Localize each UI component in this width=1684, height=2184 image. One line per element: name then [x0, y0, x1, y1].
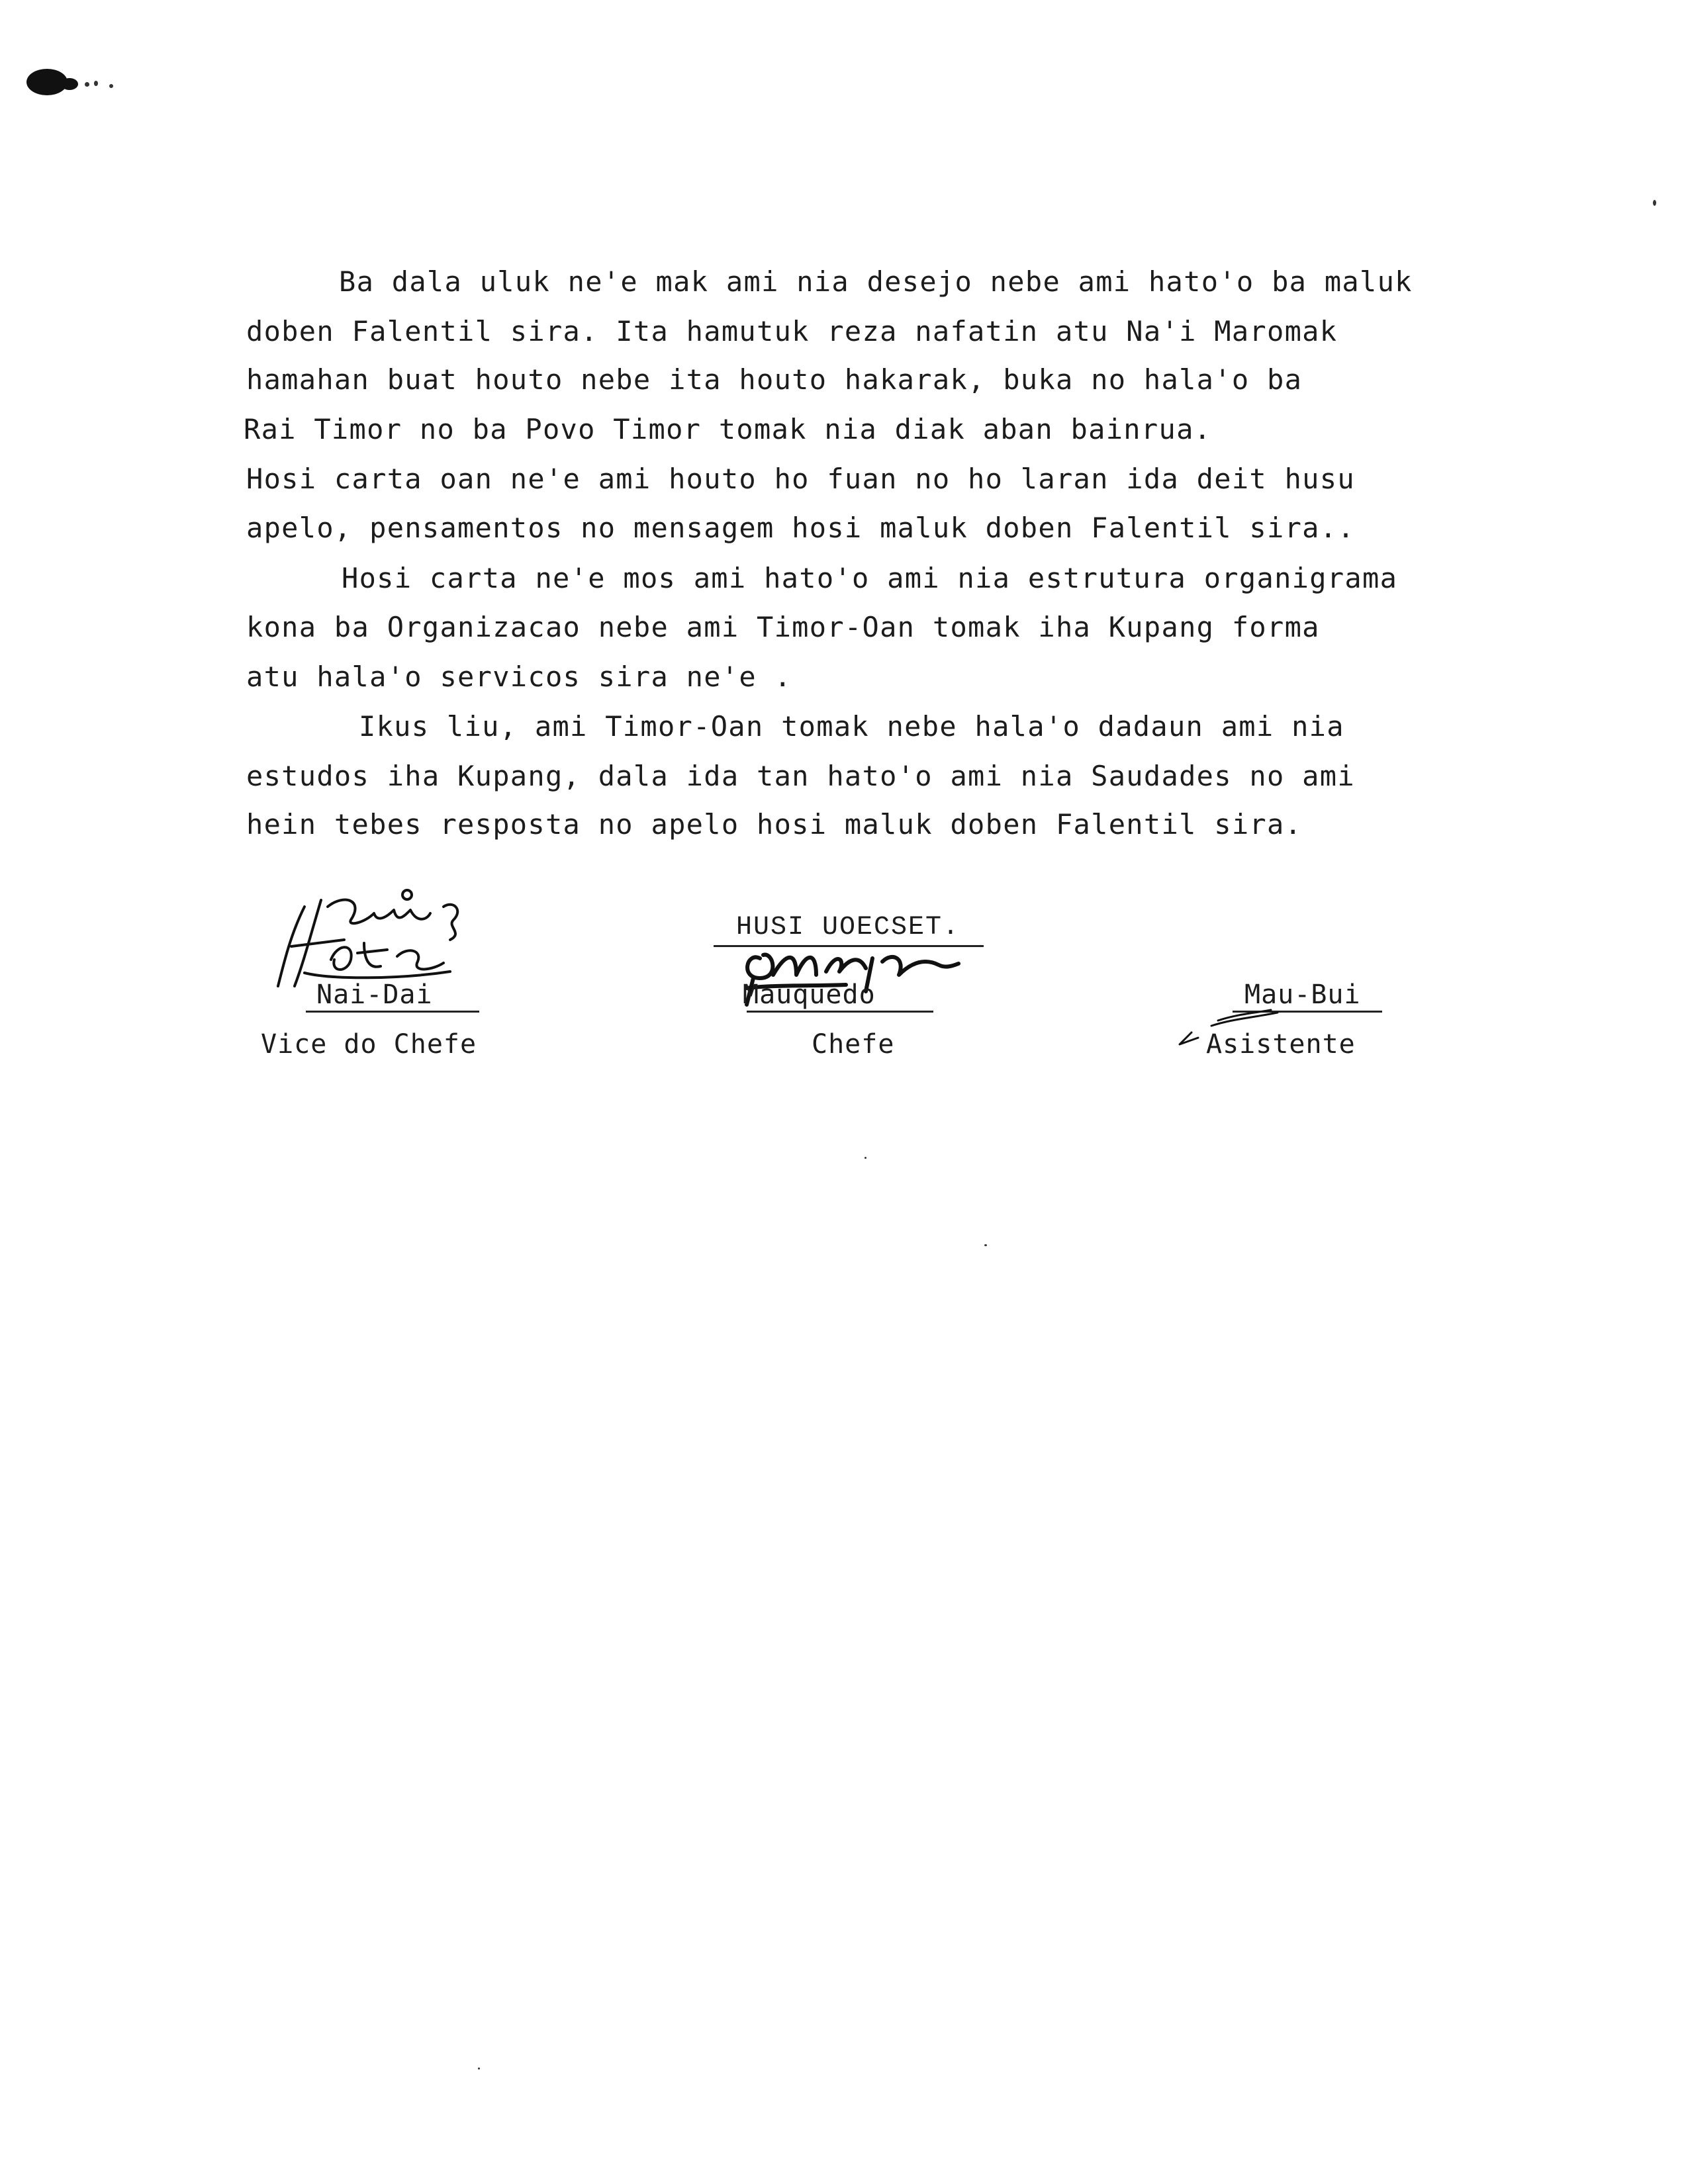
signatory-name-center: Mauquedo	[743, 979, 876, 1010]
ink-blot-tail	[61, 78, 78, 90]
signatory-name-left: Nai-Dai	[316, 979, 433, 1010]
signatory-role-center: Chefe	[812, 1029, 895, 1060]
ink-speck	[94, 81, 98, 86]
signatory-name-right: Mau-Bui	[1244, 979, 1361, 1010]
body-line: hein tebes resposta no apelo hosi maluk doben Falentil sira.	[246, 808, 1303, 841]
body-line: Hosi carta ne'e mos ami hato'o ami nia estrutura organigrama	[342, 562, 1398, 594]
body-line: Rai Timor no ba Povo Timor tomak nia diak aban bainrua.	[244, 413, 1212, 445]
body-line: atu hala'o servicos sira ne'e .	[246, 660, 792, 693]
ink-speck	[1653, 200, 1656, 206]
body-line: Hosi carta oan ne'e ami houto ho fuan no ho laran ida deit husu	[246, 463, 1355, 495]
ink-speck	[478, 2068, 480, 2070]
body-line: hamahan buat houto nebe ita houto hakarak, buka no hala'o ba	[246, 363, 1303, 396]
name-underline-left	[306, 1011, 479, 1013]
signatory-role-right: Asistente	[1206, 1029, 1356, 1060]
ink-speck	[865, 1157, 866, 1159]
name-underline-center	[747, 1011, 933, 1013]
body-line: Ba dala uluk ne'e mak ami nia desejo nebe ami hato'o ba maluk	[339, 265, 1413, 298]
body-line: doben Falentil sira. Ita hamutuk reza nafatin atu Na'i Maromak	[246, 315, 1338, 347]
body-line: Ikus liu, ami Timor-Oan tomak nebe hala'o dadaun ami nia	[359, 710, 1344, 743]
ink-speck	[109, 84, 113, 88]
signature-block-header: HUSI UOECSET.	[736, 913, 960, 942]
signatory-role-left: Vice do Chefe	[261, 1029, 477, 1060]
body-line: kona ba Organizacao nebe ami Timor-Oan tomak iha Kupang forma	[246, 611, 1320, 643]
body-line: apelo, pensamentos no mensagem hosi maluk doben Falentil sira..	[246, 512, 1355, 544]
body-line: estudos iha Kupang, dala ida tan hato'o ami nia Saudades no ami	[246, 760, 1355, 792]
ink-speck	[85, 82, 89, 87]
ink-speck	[984, 1244, 987, 1246]
